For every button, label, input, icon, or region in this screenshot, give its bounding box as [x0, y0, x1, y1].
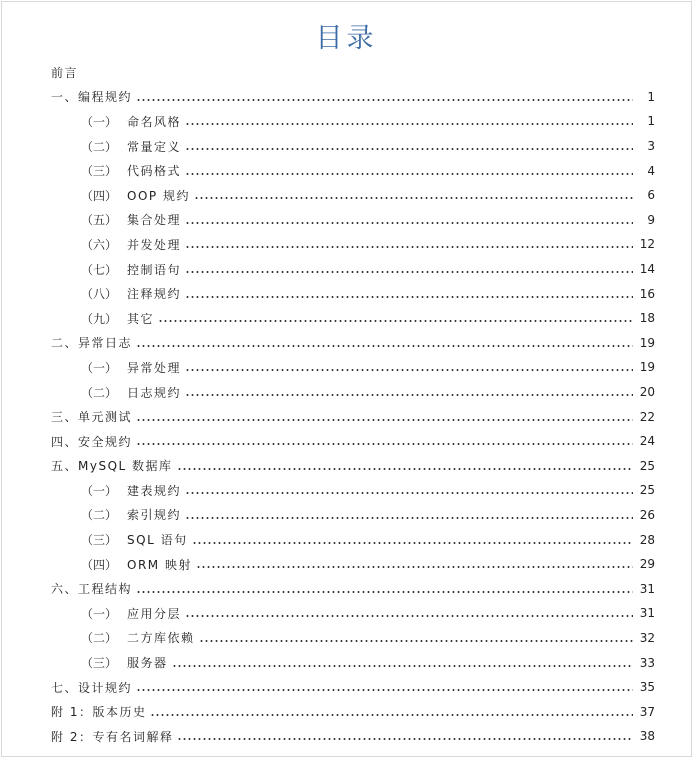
toc-page-number: 19: [639, 335, 655, 350]
toc-entry-label: 命名风格: [127, 114, 182, 129]
toc-page-number: 22: [639, 409, 655, 424]
toc-leader-dots: [185, 246, 633, 248]
toc-entry-number: （一）: [81, 606, 118, 621]
toc-entry-label: OOP 规约: [127, 188, 190, 203]
toc-page-number: 16: [639, 286, 655, 301]
toc-entry-number: （二）: [81, 385, 118, 400]
toc-entry-label: 并发处理: [127, 237, 182, 252]
toc-entry-number: （三）: [81, 656, 118, 671]
toc-entry-number: （五）: [81, 213, 118, 228]
toc-list: [2, 60, 691, 749]
toc-entry-label: 其它: [127, 311, 155, 326]
toc-page-number: 25: [639, 458, 655, 473]
toc-page-number: 3: [647, 139, 655, 154]
toc-leader-dots: [177, 738, 633, 740]
toc-entry-label: 二方库依赖: [127, 631, 195, 646]
toc-entry-label: 注释规约: [127, 287, 182, 302]
toc-entry[interactable]: [2, 454, 691, 479]
toc-leader-dots: [185, 394, 633, 396]
toc-entry-label: 常量定义: [127, 139, 182, 154]
toc-leader-dots: [136, 345, 633, 347]
toc-entry[interactable]: [2, 134, 691, 159]
toc-page-number: 14: [639, 262, 655, 277]
toc-entry[interactable]: [2, 699, 691, 724]
toc-page-number: 32: [639, 630, 655, 645]
toc-leader-dots: [158, 320, 633, 322]
toc-entry-number: （四）: [81, 557, 118, 572]
toc-entry-number: （二）: [81, 631, 118, 646]
toc-entry-label: 一、编程规约: [51, 90, 133, 105]
toc-page-number: 12: [639, 237, 655, 252]
toc-entry[interactable]: [2, 208, 691, 233]
toc-entry-number: （七）: [81, 262, 118, 277]
toc-leader-dots: [194, 197, 633, 199]
toc-leader-dots: [136, 419, 633, 421]
toc-entry-label: 服务器: [127, 656, 168, 671]
toc-leader-dots: [185, 296, 633, 298]
toc-page-number: 9: [647, 212, 655, 227]
toc-leader-dots: [185, 123, 633, 125]
toc-leader-dots: [185, 492, 633, 494]
toc-entry-label: 前言: [51, 65, 79, 80]
toc-entry[interactable]: [2, 306, 691, 331]
toc-leader-dots: [196, 566, 633, 568]
toc-entry[interactable]: [2, 650, 691, 675]
toc-leader-dots: [185, 517, 633, 519]
toc-entry-number: （四）: [81, 188, 118, 203]
toc-page-number: 26: [639, 507, 655, 522]
toc-page-number: 35: [639, 680, 655, 695]
toc-page-number: 1: [647, 89, 655, 104]
toc-page-number: 38: [639, 729, 655, 744]
document-page: [1, 1, 692, 757]
toc-entry[interactable]: [2, 158, 691, 183]
toc-entry-label: 四、安全规约: [51, 434, 133, 449]
toc-page-number: 31: [639, 581, 655, 596]
toc-leader-dots: [136, 443, 633, 445]
toc-entry-number: （三）: [81, 164, 118, 179]
toc-leader-dots: [150, 714, 633, 716]
toc-leader-dots: [185, 615, 633, 617]
toc-entry[interactable]: [2, 675, 691, 700]
toc-entry[interactable]: [2, 355, 691, 380]
toc-entry-label: SQL 语句: [127, 533, 188, 548]
toc-page-number: 29: [639, 557, 655, 572]
toc-entry[interactable]: [2, 85, 691, 110]
toc-entry[interactable]: [2, 601, 691, 626]
toc-entry-number: （一）: [81, 114, 118, 129]
toc-entry-number: （二）: [81, 508, 118, 523]
toc-leader-dots: [172, 665, 633, 667]
toc-entry[interactable]: [2, 183, 691, 208]
toc-entry[interactable]: [2, 576, 691, 601]
toc-page-number: 37: [639, 704, 655, 719]
toc-page-number: 31: [639, 606, 655, 621]
toc-entry-label: 日志规约: [127, 385, 182, 400]
toc-leader-dots: [199, 640, 633, 642]
toc-entry[interactable]: [2, 109, 691, 134]
toc-entry-number: （八）: [81, 287, 118, 302]
toc-leader-dots: [177, 468, 633, 470]
toc-leader-dots: [136, 591, 633, 593]
toc-entry-label: 异常处理: [127, 360, 182, 375]
toc-entry-label: 六、工程结构: [51, 582, 133, 597]
toc-entry-label: 七、设计规约: [51, 680, 133, 695]
toc-entry[interactable]: [2, 552, 691, 577]
toc-entry-label: 三、单元测试: [51, 410, 133, 425]
toc-page-number: 25: [639, 483, 655, 498]
toc-entry[interactable]: [2, 478, 691, 503]
toc-entry[interactable]: [2, 257, 691, 282]
toc-leader-dots: [185, 222, 633, 224]
toc-entry[interactable]: [2, 626, 691, 651]
toc-leader-dots: [192, 542, 633, 544]
toc-page-number: 33: [639, 655, 655, 670]
toc-page-number: 4: [647, 163, 655, 178]
toc-entry-label: 附 2：专有名词解释: [51, 729, 174, 744]
toc-title: 目录: [315, 23, 378, 54]
toc-entry-label: ORM 映射: [127, 557, 192, 572]
toc-entry[interactable]: [2, 331, 691, 356]
toc-entry-number: （二）: [81, 139, 118, 154]
toc-leader-dots: [185, 148, 633, 150]
toc-entry-label: 建表规约: [127, 483, 182, 498]
toc-page-number: 24: [639, 434, 655, 449]
toc-entry-number: （一）: [81, 483, 118, 498]
toc-entry[interactable]: [2, 232, 691, 257]
toc-entry-label: 二、异常日志: [51, 336, 133, 351]
toc-entry[interactable]: [2, 429, 691, 454]
toc-entry-number: （三）: [81, 533, 118, 548]
toc-page-number: 20: [639, 385, 655, 400]
toc-entry-label: 应用分层: [127, 606, 182, 621]
toc-page-number: 18: [639, 311, 655, 326]
toc-leader-dots: [185, 173, 633, 175]
toc-leader-dots: [185, 369, 633, 371]
toc-page-number: 1: [647, 114, 655, 129]
toc-leader-dots: [185, 271, 633, 273]
toc-entry-label: 集合处理: [127, 213, 182, 228]
toc-entry[interactable]: [2, 60, 691, 85]
toc-entry[interactable]: [2, 527, 691, 552]
toc-page-number: 19: [639, 360, 655, 375]
toc-entry[interactable]: [2, 281, 691, 306]
toc-entry[interactable]: [2, 404, 691, 429]
toc-leader-dots: [136, 689, 633, 691]
toc-entry[interactable]: [2, 380, 691, 405]
toc-page-number: 6: [647, 188, 655, 203]
toc-page-number: 28: [639, 532, 655, 547]
toc-entry-label: 代码格式: [127, 164, 182, 179]
toc-entry-label: 控制语句: [127, 262, 182, 277]
toc-entry-label: 附 1：版本历史: [51, 705, 147, 720]
toc-entry[interactable]: [2, 724, 691, 749]
toc-entry-label: 五、MySQL 数据库: [51, 459, 173, 474]
toc-entry-number: （一）: [81, 360, 118, 375]
toc-entry[interactable]: [2, 503, 691, 528]
toc-entry-number: （九）: [81, 311, 118, 326]
toc-leader-dots: [136, 99, 633, 101]
toc-entry-label: 索引规约: [127, 508, 182, 523]
toc-entry-number: （六）: [81, 237, 118, 252]
